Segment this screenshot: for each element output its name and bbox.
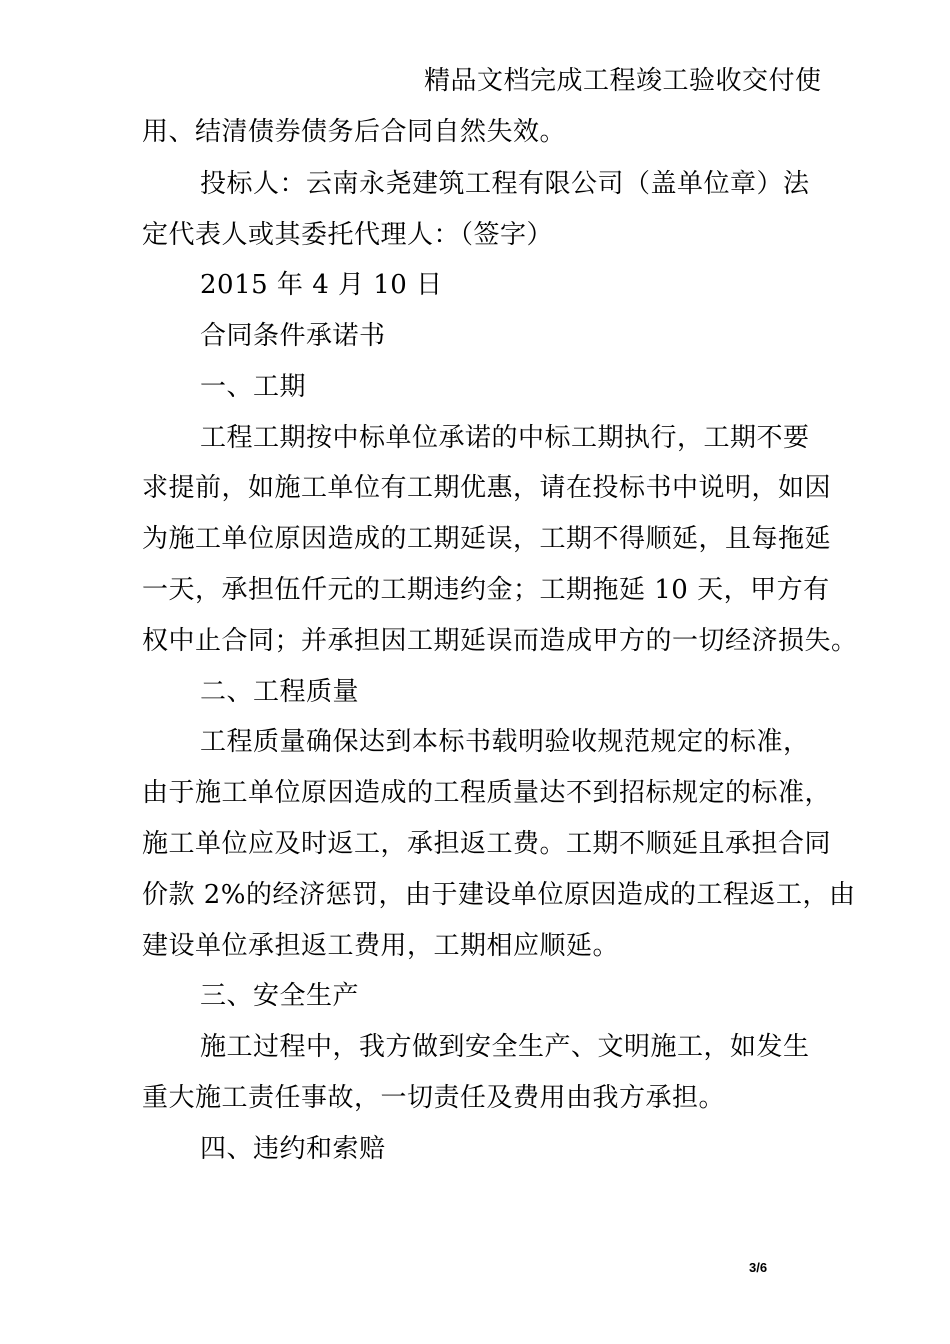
text-line: 精品文档完成工程竣工验收交付使 bbox=[424, 66, 822, 96]
text-line: 求提前，如施工单位有工期优惠，请在投标书中说明，如因 bbox=[142, 473, 832, 503]
text-line: 投标人：云南永尧建筑工程有限公司（盖单位章）法 bbox=[200, 169, 810, 199]
text-line: 建设单位承担返工费用，工期相应顺延。 bbox=[142, 931, 620, 961]
text-line: 价款 2%的经济惩罚，由于建设单位原因造成的工程返工，由 bbox=[142, 880, 856, 910]
text-line: 用、结清债券债务后合同自然失效。 bbox=[142, 117, 567, 147]
text-line: 一天，承担伍仟元的工期违约金；工期拖延 10 天，甲方有 bbox=[142, 575, 830, 605]
text-line: 重大施工责任事故，一切责任及费用由我方承担。 bbox=[142, 1083, 726, 1113]
section-heading: 一、工期 bbox=[200, 372, 307, 402]
text-line: 施工过程中，我方做到安全生产、文明施工，如发生 bbox=[200, 1032, 810, 1062]
text-line: 为施工单位原因造成的工期延误，工期不得顺延，且每拖延 bbox=[142, 524, 832, 554]
text-line: 定代表人或其委托代理人：（签字） bbox=[142, 220, 554, 250]
page-number: 3/6 bbox=[749, 1260, 768, 1275]
section-heading: 三、安全生产 bbox=[200, 981, 360, 1011]
section-title: 合同条件承诺书 bbox=[200, 321, 386, 351]
section-heading: 四、违约和索赔 bbox=[200, 1134, 386, 1164]
date-line: 2015 年 4 月 10 日 bbox=[200, 270, 443, 300]
text-line: 工程工期按中标单位承诺的中标工期执行，工期不要 bbox=[200, 423, 810, 453]
text-line: 权中止合同；并承担因工期延误而造成甲方的一切经济损失。 bbox=[142, 626, 858, 656]
text-line: 由于施工单位原因造成的工程质量达不到招标规定的标准， bbox=[142, 778, 832, 808]
text-line: 施工单位应及时返工，承担返工费。工期不顺延且承担合同 bbox=[142, 829, 832, 859]
section-heading: 二、工程质量 bbox=[200, 677, 360, 707]
text-line: 工程质量确保达到本标书载明验收规范规定的标准， bbox=[200, 727, 810, 757]
